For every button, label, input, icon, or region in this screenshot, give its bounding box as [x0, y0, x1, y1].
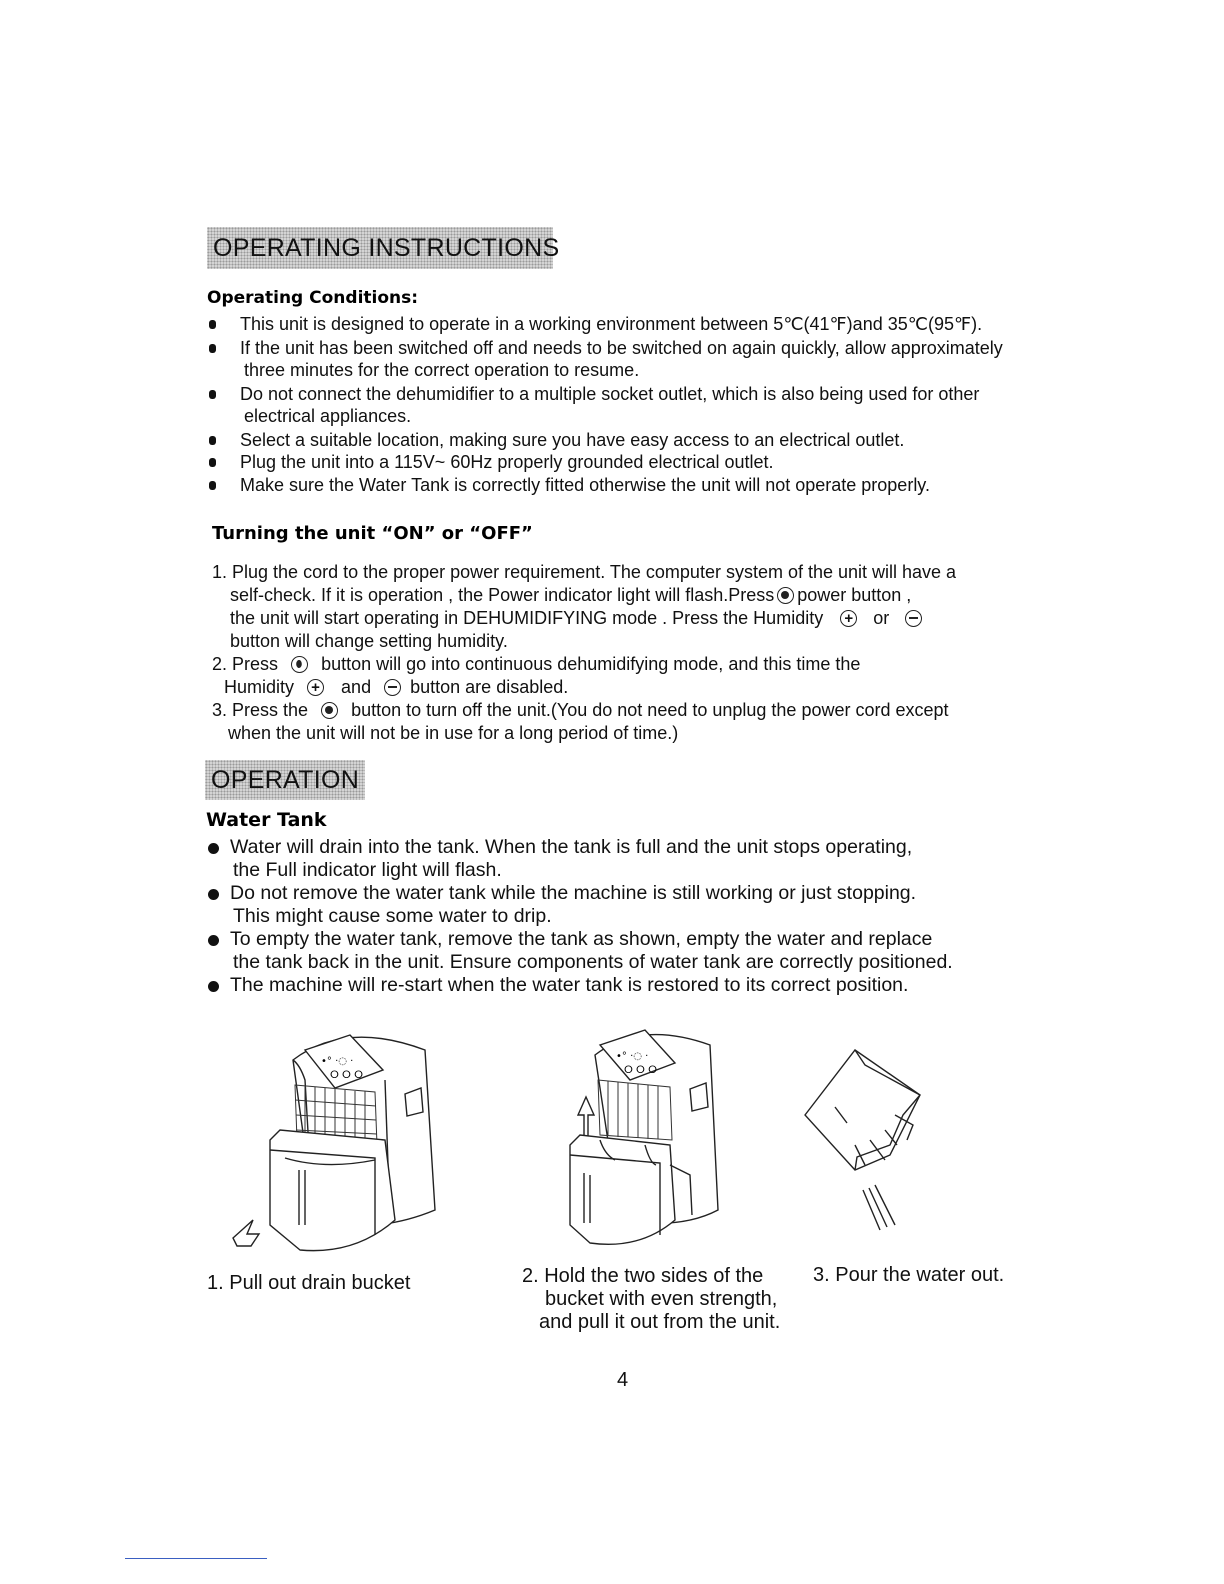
caption-step-3: 3. Pour the water out.: [813, 1264, 1005, 1286]
condition-line: electrical appliances.: [244, 406, 412, 426]
power-button-icon: [777, 587, 794, 604]
bullet: [208, 981, 219, 992]
humidity-plus-icon: [307, 679, 324, 696]
step-text: self-check. If it is operation , the Power indicator light will flash.Press: [230, 585, 775, 605]
step-line: button will change setting humidity.: [230, 631, 508, 651]
step-text: the unit will start operating in DEHUMIDIFYING mode . Press the Humidity: [230, 608, 824, 628]
water-tank-heading: Water Tank: [206, 809, 327, 831]
caption-step-2: bucket with even strength,: [545, 1288, 778, 1310]
operating-conditions-heading: Operating Conditions:: [207, 288, 419, 308]
step-text: 3. Press the: [212, 700, 309, 720]
humidity-minus-icon: [384, 679, 401, 696]
water-tank-line: the Full indicator light will flash.: [233, 859, 502, 881]
water-tank-line: Water will drain into the tank. When the tank is full and the unit stops operating,: [230, 836, 913, 858]
operating-instructions-title: OPERATING INSTRUCTIONS: [213, 234, 560, 262]
condition-line: three minutes for the correct operation to resume.: [244, 360, 640, 380]
step-text: button to turn off the unit.(You do not need to unplug the power cord except: [351, 700, 949, 720]
step-line: [230, 584, 911, 606]
operation-banner: [205, 760, 365, 800]
bullet: [208, 889, 219, 900]
condition-line: This unit is designed to operate in a working environment between 5℃(41℉)and 35℃(95℉).: [240, 314, 983, 334]
illustration-pull-out-bucket: [225, 1020, 465, 1260]
condition-line: Make sure the Water Tank is correctly fitted otherwise the unit will not operate properly.: [240, 475, 930, 495]
step-text: button will go into continuous dehumidifying mode, and this time the: [321, 654, 861, 674]
illustration-hold-sides: [560, 1015, 740, 1255]
step-text: or: [873, 608, 890, 628]
water-tank-line: the tank back in the unit. Ensure components of water tank are correctly positioned.: [233, 951, 953, 973]
step-line: [224, 676, 568, 698]
water-tank-line: The machine will re-start when the water tank is restored to its correct position.: [230, 974, 909, 996]
humidity-minus-icon: [905, 610, 922, 627]
operating-instructions-banner: [207, 227, 560, 269]
operation-title: OPERATION: [211, 766, 360, 794]
bullet: [209, 436, 216, 445]
svg-text:•° ·◌ ·: •° ·◌ ·: [616, 1051, 649, 1062]
illustration-pour-water: [795, 1045, 935, 1235]
step-text: Humidity: [224, 677, 295, 697]
step-line: 1. Plug the cord to the proper power requirement. The computer system of the unit will have a: [212, 562, 957, 582]
caption-step-2: and pull it out from the unit.: [539, 1311, 781, 1333]
bullet: [209, 390, 216, 399]
step-line: [212, 699, 949, 721]
caption-step-2: 2. Hold the two sides of the: [522, 1265, 764, 1287]
page-number: 4: [617, 1369, 629, 1391]
step-line: [230, 607, 925, 629]
condition-line: Do not connect the dehumidifier to a multiple socket outlet, which is also being used for other: [240, 384, 980, 404]
power-button-icon: [321, 702, 338, 719]
bullet: [209, 481, 216, 490]
bullet: [208, 935, 219, 946]
drain-bucket: [570, 1135, 675, 1244]
bullet: [209, 458, 216, 467]
humidity-plus-icon: [840, 610, 857, 627]
water-tank-line: Do not remove the water tank while the machine is still working or just stopping.: [230, 882, 917, 904]
water-tank-line: This might cause some water to drip.: [233, 905, 552, 927]
step-text: button are disabled.: [410, 677, 569, 697]
water-tank-line: To empty the water tank, remove the tank as shown, empty the water and replace: [230, 928, 933, 950]
step-line: [212, 653, 860, 675]
water-bucket: [805, 1050, 920, 1170]
continuous-mode-icon: [291, 656, 308, 673]
bullet: [209, 320, 216, 329]
svg-text:•° ·◌ ·: •° ·◌ ·: [321, 1056, 354, 1067]
turning-unit-heading: Turning the unit “ON” or “OFF”: [212, 523, 533, 544]
condition-line: Select a suitable location, making sure you have easy access to an electrical outlet.: [240, 430, 905, 450]
step-text: power button ,: [797, 585, 912, 605]
svg-text:ⵔ ⵔ ⵔ: ⵔ ⵔ ⵔ: [624, 1065, 657, 1076]
condition-line: Plug the unit into a 115V~ 60Hz properly grounded electrical outlet.: [240, 452, 774, 472]
bullet: [208, 843, 219, 854]
drain-bucket: [270, 1130, 395, 1251]
step-text: 2. Press: [212, 654, 279, 674]
caption-step-1: 1. Pull out drain bucket: [207, 1272, 411, 1294]
footnote-divider: [125, 1558, 267, 1559]
step-text: and: [341, 677, 372, 697]
step-line: when the unit will not be in use for a long period of time.): [228, 723, 679, 743]
bullet: [209, 344, 216, 353]
svg-text:ⵔ ⵔ ⵔ: ⵔ ⵔ ⵔ: [330, 1070, 363, 1081]
condition-line: If the unit has been switched off and needs to be switched on again quickly, allow approximately: [240, 338, 1003, 358]
